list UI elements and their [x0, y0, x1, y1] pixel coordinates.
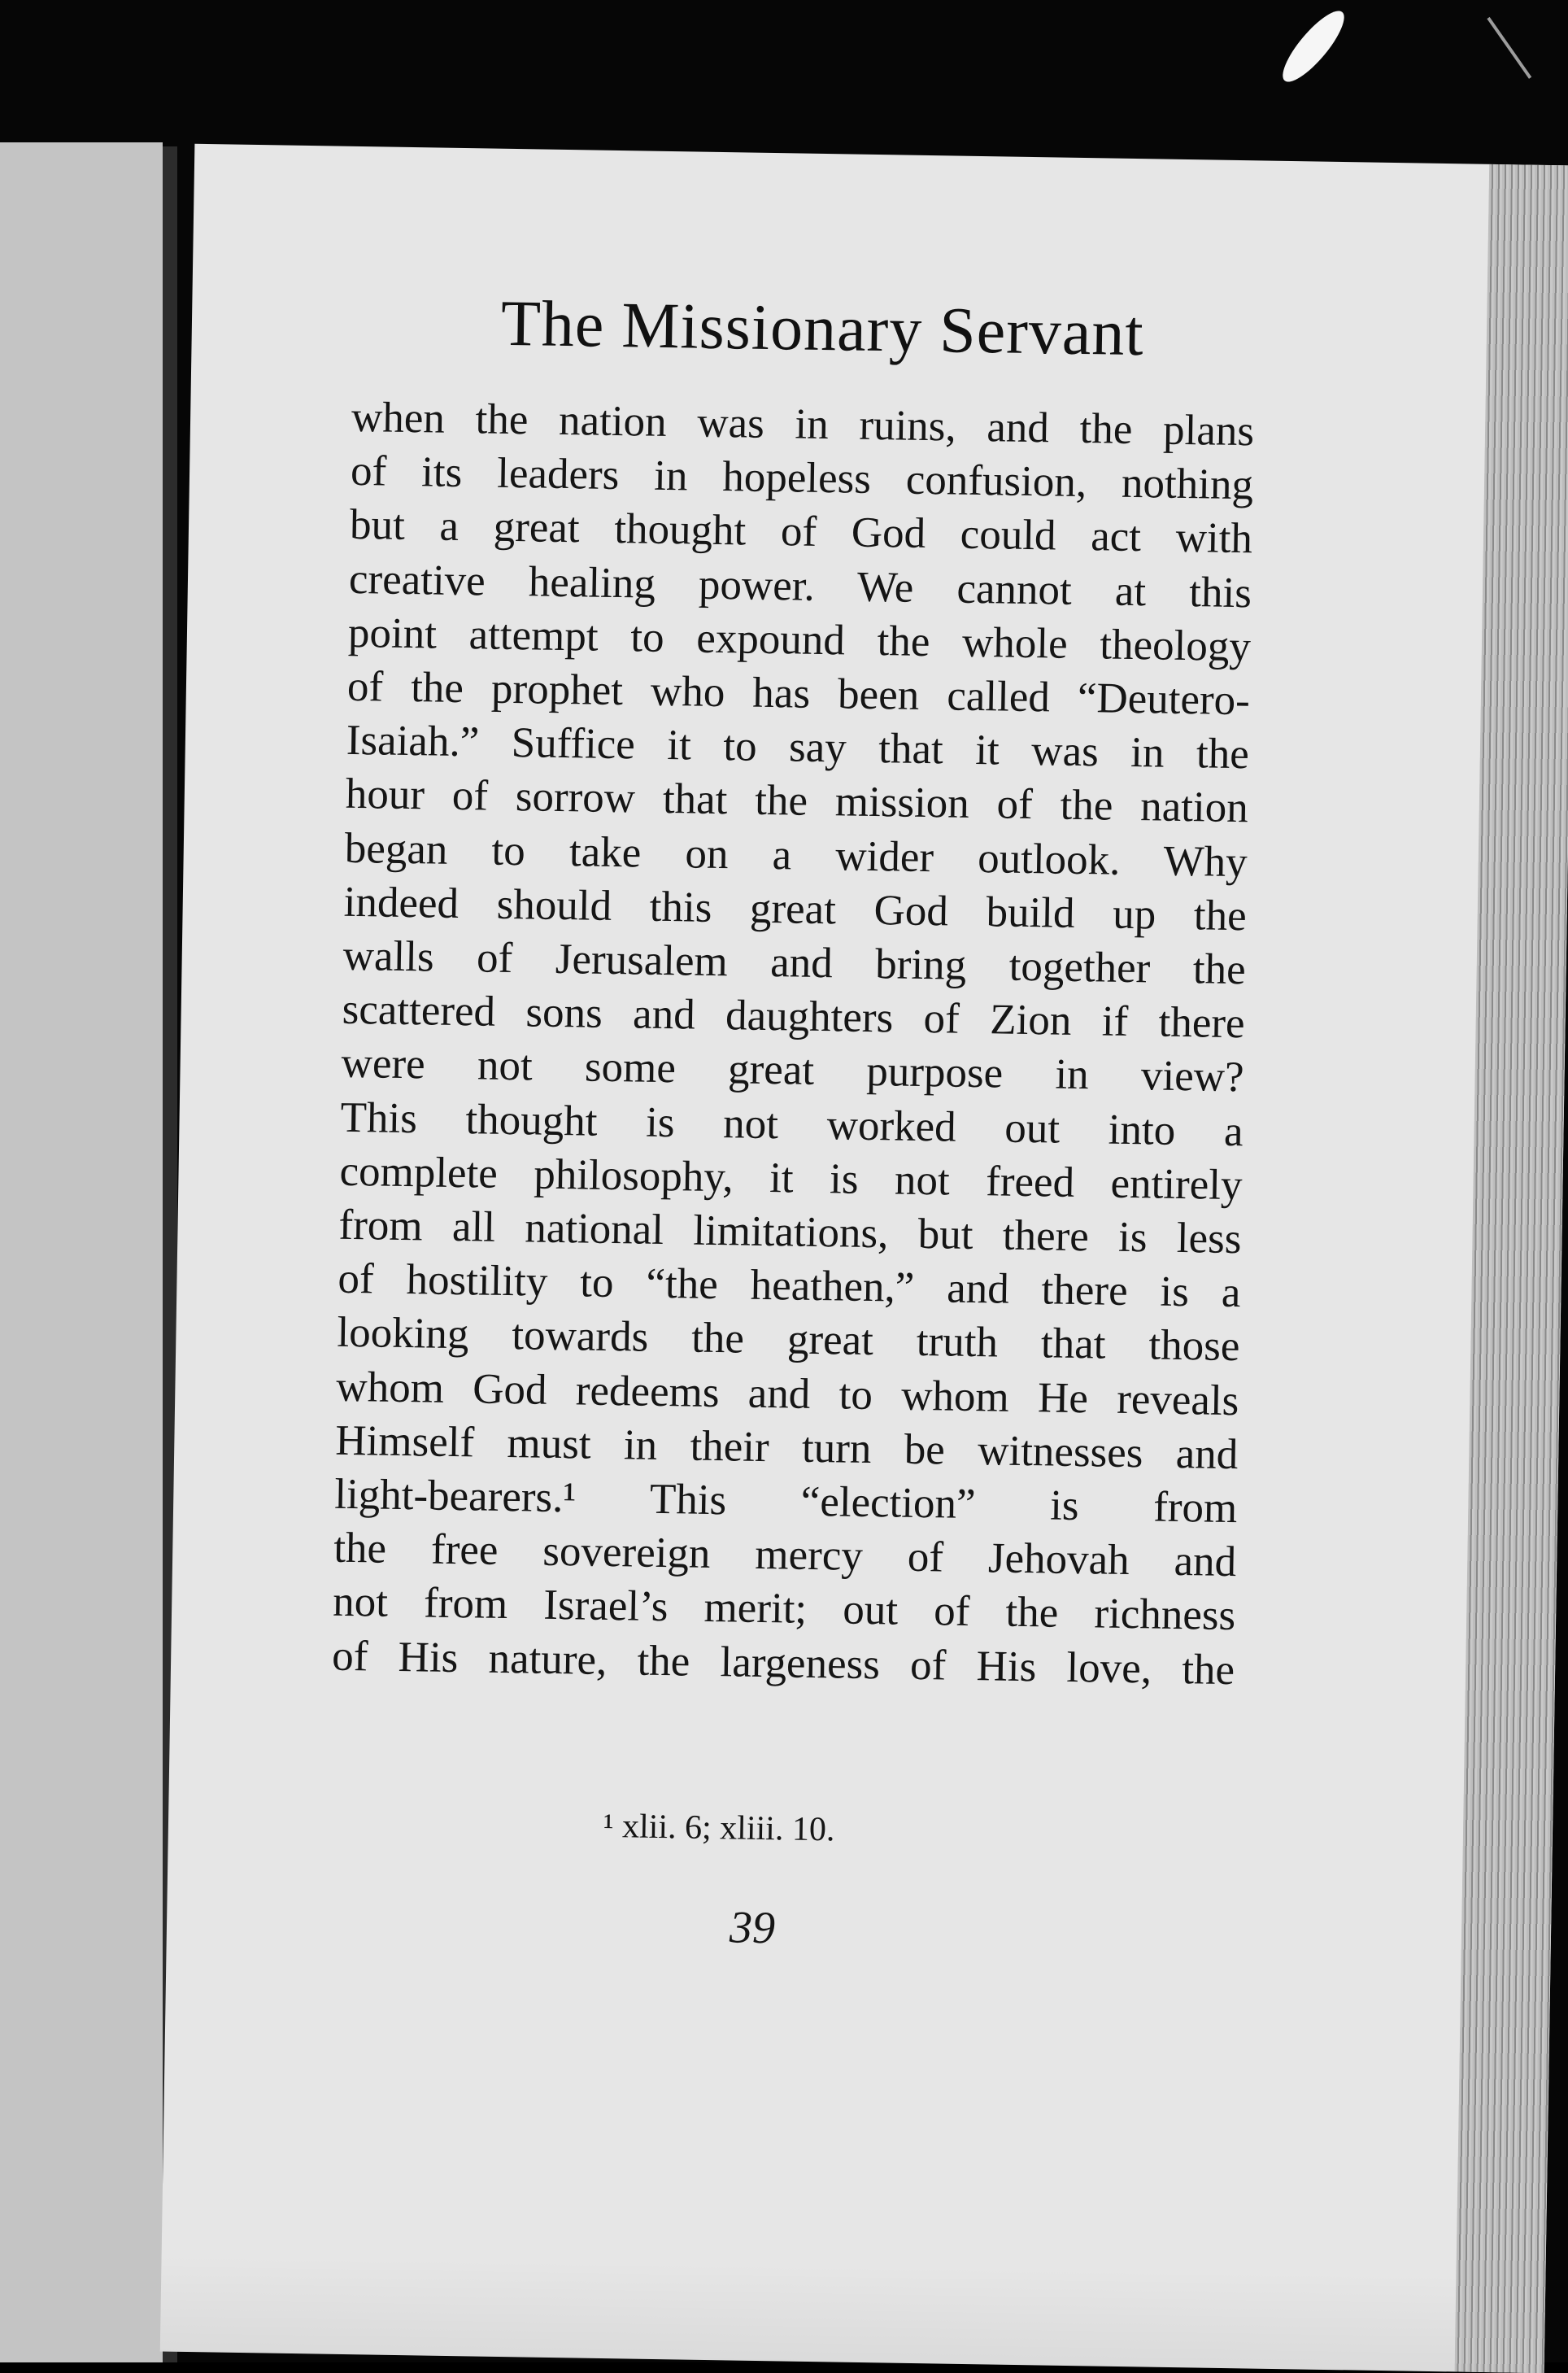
body-line: whom God redeems and to whom He reveals [335, 1363, 1239, 1424]
body-line: the free sovereign mercy of Jehovah and [333, 1524, 1237, 1586]
body-line: of hostility to “the heathen,” and there is a [338, 1254, 1241, 1317]
body-line: looking towards the great truth that those [337, 1309, 1240, 1371]
body-line: hour of sorrow that the mission of the nation [345, 770, 1249, 832]
body-line: This thought is not worked out into a [340, 1093, 1244, 1155]
page-body [332, 390, 1255, 1697]
page-number: 39 [729, 1902, 776, 1954]
book-page [160, 144, 1568, 2373]
body-line: of the prophet who has been called “Deutero- [346, 662, 1251, 725]
body-line: Himself must in their turn be witnesses and [334, 1416, 1239, 1479]
body-line: not from Israel’s merit; out of the richness [332, 1578, 1236, 1640]
body-line: creative healing power. We cannot at this [348, 555, 1252, 617]
footnote: ¹ xlii. 6; xliii. 10. [603, 1807, 835, 1849]
body-line: were not some great purpose in view? [341, 1040, 1245, 1101]
body-line: of its leaders in hopeless confusion, nothing [350, 447, 1254, 509]
body-line: point attempt to expound the whole theology [347, 609, 1252, 671]
body-line: light-bearers.¹ This “election” is from [333, 1470, 1238, 1533]
body-line: began to take on a wider outlook. Why [344, 824, 1248, 886]
body-line: but a great thought of God could act with [349, 501, 1253, 563]
left-page-edge [0, 142, 163, 2362]
running-head: The Missionary Servant [500, 287, 1145, 370]
body-line: when the nation was in ruins, and the plans [351, 393, 1255, 456]
body-line: scattered sons and daughters of Zion if there [342, 986, 1246, 1048]
body-line: Isaiah.” Suffice it to say that it was in the [346, 717, 1250, 779]
body-line: from all national limitations, but there is less [338, 1201, 1242, 1263]
body-line: walls of Jerusalem and bring together the [342, 931, 1247, 994]
body-line: complete philosophy, it is not freed entirely [339, 1147, 1243, 1210]
body-line: of His nature, the largeness of His love, the [331, 1632, 1235, 1694]
body-line: indeed should this great God build up the [343, 878, 1248, 940]
